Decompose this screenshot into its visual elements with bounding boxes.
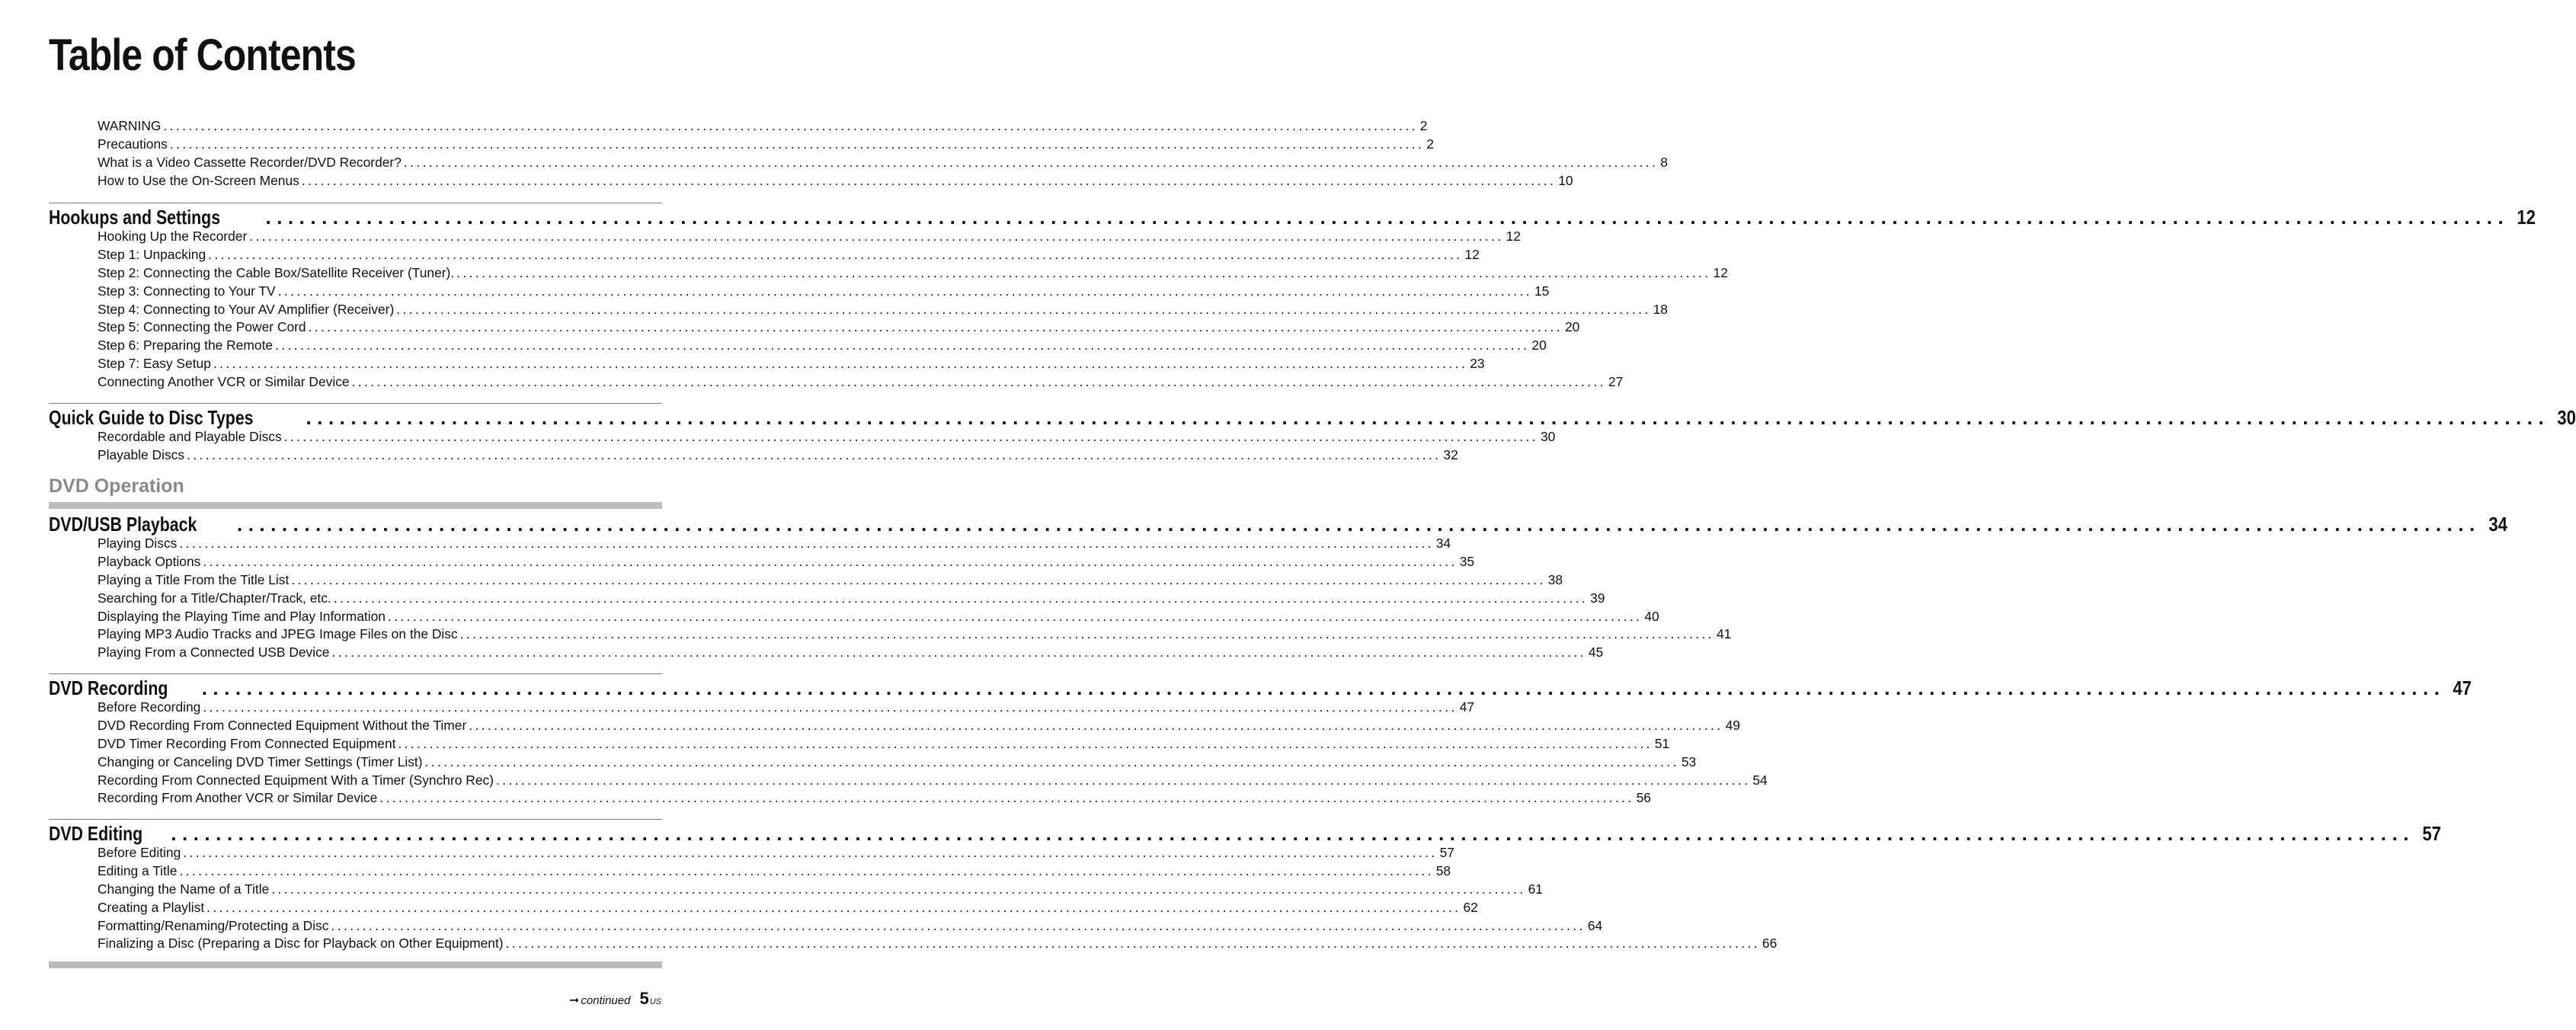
toc-entry-page: 54 [1752, 772, 1768, 788]
dot-leader: ........................................................................................................................................................................................................ [331, 917, 1586, 933]
dot-leader: ........................................................................................................................................................................................................ [333, 590, 1589, 606]
toc-entry-page: 2 [1426, 136, 1434, 152]
toc-entry[interactable] [49, 936, 1778, 954]
toc-entry[interactable] [49, 536, 1451, 554]
toc-entry[interactable] [49, 446, 1458, 465]
toc-entry-page: 10 [1558, 172, 1573, 188]
toc-entry-page: 49 [1725, 717, 1740, 733]
toc-entry-page: 8 [1660, 154, 1668, 170]
toc-entry-label: Step 7: Easy Setup [98, 356, 211, 372]
toc-entry-page: 41 [1717, 626, 1732, 642]
dot-leader: ........................................................................................................................................................................................................ [201, 677, 2446, 699]
toc-entry-label: Recording From Connected Equipment With a Timer (Synchro Rec) [98, 772, 494, 788]
toc-entry[interactable] [49, 917, 1603, 936]
toc-entry[interactable] [49, 283, 1550, 302]
toc-entry[interactable] [49, 429, 1556, 447]
toc-entry-label: Step 1: Unpacking [98, 246, 206, 262]
section-heading[interactable] [49, 677, 2472, 699]
dot-leader: ........................................................................................................................................................................................................ [236, 513, 2481, 536]
toc-entry-label: Step 6: Preparing the Remote [98, 337, 274, 353]
toc-entry-page: 39 [1590, 590, 1605, 606]
section-heading-page: 30 [2557, 406, 2576, 429]
toc-entry[interactable] [49, 608, 1659, 627]
section-heading-label: DVD Editing [49, 822, 143, 845]
toc-entry[interactable] [49, 645, 1604, 663]
toc-entry[interactable] [49, 264, 1728, 283]
dot-leader: ........................................................................................................................................................................................................ [398, 735, 1653, 751]
toc-entry-page: 45 [1588, 645, 1604, 661]
toc-entry-page: 57 [1439, 845, 1454, 860]
toc-entry-page: 20 [1531, 337, 1547, 353]
toc-entry-label: Playing MP3 Audio Tracks and JPEG Image Files on the Disc [98, 626, 458, 642]
toc-entry-label: Editing a Title [98, 862, 178, 878]
toc-entry[interactable] [49, 136, 1434, 155]
dot-leader: ........................................................................................................................................................................................................ [459, 626, 1715, 642]
toc-entry-page: 12 [1713, 264, 1728, 280]
toc-entry-label: Hooking Up the Recorder [98, 229, 248, 244]
toc-entry-page: 38 [1547, 571, 1563, 587]
dot-leader: ........................................................................................................................................................................................................ [179, 862, 1434, 878]
toc-entry[interactable] [49, 337, 1547, 356]
dot-leader: ........................................................................................................................................................................................................ [203, 699, 1458, 715]
toc-entry-label: Precautions [98, 136, 168, 152]
dot-leader: ........................................................................................................................................................................................................ [306, 406, 2550, 429]
toc-entry[interactable] [49, 881, 1543, 900]
dot-leader: ........................................................................................................................................................................................................ [171, 822, 2414, 845]
toc-entry[interactable] [49, 374, 1624, 392]
dot-leader: ........................................................................................................................................................................................................ [265, 206, 2510, 229]
dot-leader: ........................................................................................................................................................................................................ [379, 790, 1634, 806]
toc-entry-label: Recordable and Playable Discs [98, 429, 282, 444]
dot-leader: ........................................................................................................................................................................................................ [183, 845, 1438, 860]
toc-entry-page: 66 [1762, 936, 1778, 952]
toc-entry-label: Recording From Another VCR or Similar Device [98, 790, 378, 806]
toc-entry[interactable] [49, 717, 1740, 736]
toc-entry[interactable] [49, 699, 1475, 718]
toc-entry-label: Playback Options [98, 553, 201, 569]
dot-leader: ........................................................................................................................................................................................................ [496, 772, 1751, 788]
toc-entry-label: DVD Recording From Connected Equipment Without the Timer [98, 717, 467, 733]
toc-entry-label: Step 2: Connecting the Cable Box/Satellite Receiver (Tuner). [98, 264, 455, 280]
dot-leader: ........................................................................................................................................................................................................ [505, 936, 1760, 952]
section-hookups [49, 203, 2536, 392]
toc-entry[interactable] [49, 356, 1485, 374]
dot-leader: ........................................................................................................................................................................................................ [403, 154, 1659, 170]
section-editing [49, 819, 2441, 954]
dot-leader: ........................................................................................................................................................................................................ [169, 136, 1425, 152]
toc-entry-page: 27 [1608, 374, 1624, 390]
dot-leader: ........................................................................................................................................................................................................ [213, 356, 1468, 372]
dot-leader: ........................................................................................................................................................................................................ [249, 229, 1504, 244]
toc-entry-page: 56 [1636, 790, 1651, 806]
page-suffix: US [649, 997, 661, 1006]
dot-leader: ........................................................................................................................................................................................................ [331, 645, 1586, 661]
part-heading: DVD Operation [49, 475, 184, 497]
toc-entry[interactable] [49, 772, 1768, 791]
toc-entry[interactable] [49, 735, 1670, 754]
toc-entry-page: 23 [1470, 356, 1485, 372]
section-heading-page: 47 [2453, 677, 2472, 699]
toc-entry-label: Step 5: Connecting the Power Cord [98, 319, 306, 335]
dot-leader: ........................................................................................................................................................................................................ [163, 118, 1418, 133]
section-heading[interactable] [49, 513, 2507, 536]
page-title: Table of Contents [49, 30, 356, 80]
toc-entry-label: Step 4: Connecting to Your AV Amplifier (Receiver) [98, 301, 395, 317]
toc-entry[interactable] [49, 753, 1697, 772]
toc-entry[interactable] [49, 553, 1475, 572]
section-rule [49, 819, 662, 820]
section-heading-label: Hookups and Settings [49, 206, 221, 229]
right-arrow-icon: ➞ [569, 994, 580, 1007]
toc-entry[interactable] [49, 246, 1480, 265]
toc-entry[interactable] [49, 845, 1454, 863]
toc-entry-label: Playing a Title From the Title List [98, 571, 290, 587]
section-heading-label: DVD Recording [49, 677, 168, 699]
toc-entry-label: Playable Discs [98, 446, 185, 462]
continued-label: continued [581, 994, 631, 1007]
section-playback [49, 510, 2507, 663]
dot-leader: ........................................................................................................................................................................................................ [203, 553, 1458, 569]
toc-entry-page: 12 [1506, 229, 1521, 244]
dot-leader: ........................................................................................................................................................................................................ [271, 881, 1526, 897]
page-number: 5 [639, 989, 649, 1008]
toc-entry-page: 40 [1644, 608, 1659, 624]
toc-entry-label: Before Recording [98, 699, 201, 715]
toc-entry-page: 61 [1528, 881, 1543, 897]
dot-leader: ........................................................................................................................................................................................................ [291, 571, 1546, 587]
toc-entry-page: 30 [1541, 429, 1556, 444]
dot-leader: ........................................................................................................................................................................................................ [179, 536, 1434, 551]
section-rule [49, 403, 662, 404]
toc-entry-label: WARNING [98, 118, 162, 133]
dot-leader: ........................................................................................................................................................................................................ [456, 264, 1711, 280]
section-heading-page: 57 [2422, 822, 2441, 845]
toc-entry-label: Formatting/Renaming/Protecting a Disc [98, 917, 329, 933]
section-quick-guide [49, 403, 2576, 465]
section-recording [49, 673, 2472, 808]
toc-entry-label: Changing or Canceling DVD Timer Settings (Timer List) [98, 753, 423, 769]
toc-entry[interactable] [49, 118, 1428, 136]
section-heading-label: DVD/USB Playback [49, 513, 197, 536]
dot-leader: ........................................................................................................................................................................................................ [301, 172, 1557, 188]
toc-entry-label: Creating a Playlist [98, 899, 205, 915]
dot-leader: ........................................................................................................................................................................................................ [206, 899, 1461, 915]
dot-leader: ........................................................................................................................................................................................................ [424, 753, 1679, 769]
toc-entry[interactable] [49, 899, 1478, 918]
toc-entry[interactable] [49, 571, 1563, 590]
dot-leader: ........................................................................................................................................................................................................ [351, 374, 1606, 390]
section-heading-page: 12 [2517, 206, 2536, 229]
toc-entry-label: Searching for a Title/Chapter/Track, etc. [98, 590, 331, 606]
toc-entry-label: Playing Discs [98, 536, 178, 551]
toc-entry[interactable] [49, 301, 1668, 320]
toc-entry-label: What is a Video Cassette Recorder/DVD Recorder? [98, 154, 402, 170]
toc-entry-label: Displaying the Playing Time and Play Information [98, 608, 386, 624]
dot-leader: ........................................................................................................................................................................................................ [308, 319, 1563, 335]
section-heading-page: 34 [2488, 513, 2507, 536]
section-heading[interactable] [49, 822, 2441, 845]
section-rule [49, 673, 662, 674]
toc-entry-label: Before Editing [98, 845, 181, 860]
page-footer [569, 989, 661, 1009]
toc-entry-page: 34 [1435, 536, 1451, 551]
toc-entry-page: 15 [1534, 283, 1550, 299]
dot-leader: ........................................................................................................................................................................................................ [208, 246, 1463, 262]
toc-entry[interactable] [49, 590, 1605, 609]
toc-entry[interactable] [49, 319, 1580, 337]
section-heading[interactable] [49, 206, 2536, 229]
dot-leader: ........................................................................................................................................................................................................ [387, 608, 1643, 624]
section-heading[interactable] [49, 406, 2576, 429]
toc-entry-page: 64 [1587, 917, 1603, 933]
toc-entry[interactable] [49, 229, 1521, 247]
dot-leader: ........................................................................................................................................................................................................ [275, 337, 1530, 353]
toc-entry-page: 35 [1459, 553, 1475, 569]
toc-entry[interactable] [49, 862, 1451, 881]
toc-entry-page: 20 [1564, 319, 1580, 335]
toc-entry-page: 53 [1681, 753, 1697, 769]
dot-leader: ........................................................................................................................................................................................................ [396, 301, 1651, 317]
toc-entry[interactable] [49, 626, 1732, 645]
toc-entry-label: Step 3: Connecting to Your TV [98, 283, 276, 299]
toc-entry-page: 32 [1443, 446, 1458, 462]
toc-entry[interactable] [49, 154, 1668, 173]
toc-entry-page: 47 [1459, 699, 1475, 715]
toc-entry-label: How to Use the On-Screen Menus [98, 172, 299, 188]
intro-list [49, 118, 1668, 191]
dot-leader: ........................................................................................................................................................................................................ [187, 446, 1442, 462]
toc-entry-page: 58 [1435, 862, 1451, 878]
dot-leader: ........................................................................................................................................................................................................ [283, 429, 1539, 444]
dot-leader: ........................................................................................................................................................................................................ [277, 283, 1532, 299]
section-heading-label: Quick Guide to Disc Types [49, 406, 254, 429]
part-divider-bar [49, 502, 662, 509]
dot-leader: ........................................................................................................................................................................................................ [469, 717, 1723, 733]
toc-entry-label: Connecting Another VCR or Similar Device [98, 374, 350, 390]
toc-entry-page: 51 [1654, 735, 1670, 751]
toc-entry[interactable] [49, 172, 1573, 191]
toc-entry-label: DVD Timer Recording From Connected Equipment [98, 735, 396, 751]
toc-entry-page: 62 [1463, 899, 1478, 915]
toc-entry-page: 12 [1464, 246, 1480, 262]
toc-entry-label: Changing the Name of a Title [98, 881, 270, 897]
toc-entry-label: Playing From a Connected USB Device [98, 645, 330, 661]
toc-entry-page: 2 [1419, 118, 1428, 133]
toc-entry-label: Finalizing a Disc (Preparing a Disc for Playback on Other Equipment) [98, 936, 504, 952]
toc-entry-page: 18 [1653, 301, 1668, 317]
toc-entry[interactable] [49, 790, 1651, 808]
bottom-divider-bar [49, 961, 662, 968]
